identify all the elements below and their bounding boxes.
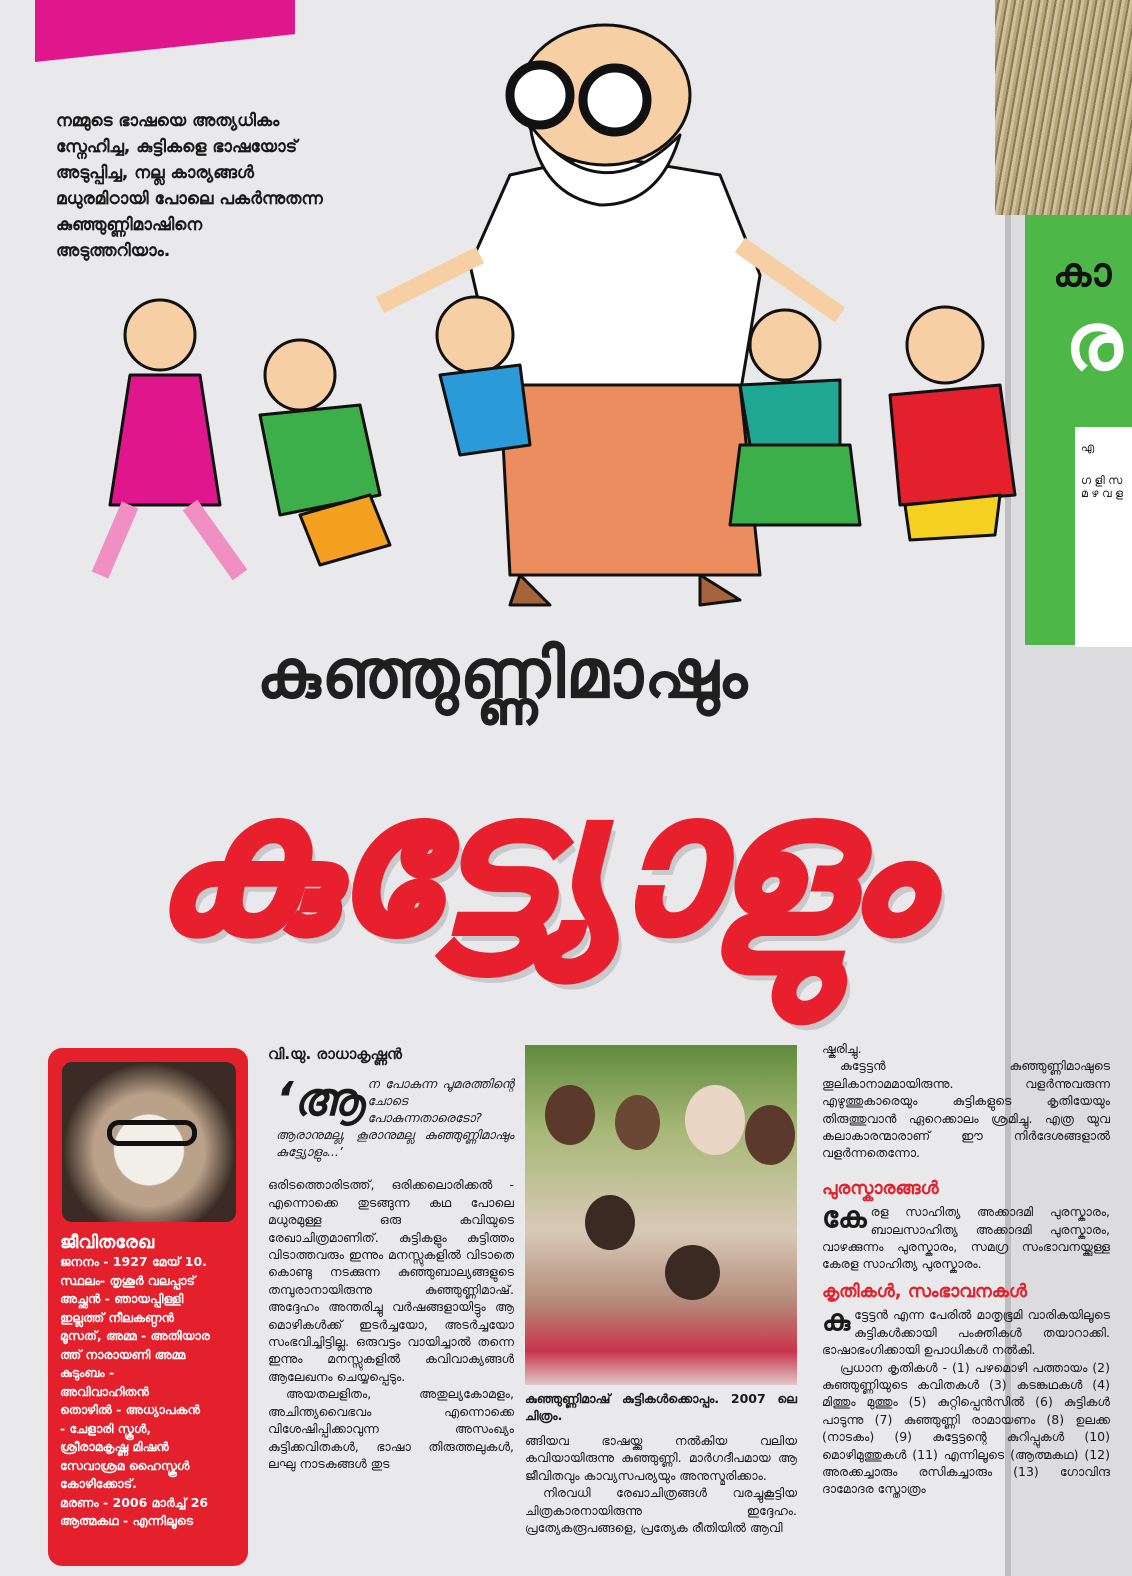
article-column-3 <box>822 1040 1110 1498</box>
photo-caption: കുഞ്ഞുണ്ണിമാഷ് കുട്ടികൾക്കൊപ്പം. 2007 ലെ ചിത്രം. <box>525 1391 797 1423</box>
headline-top: കുഞ്ഞുണ്ണിമാഷും <box>256 635 749 714</box>
works-text: ട്ടേട്ടൻ എന്ന പേരിൽ മാതൃഭൂമി വാരികയിലൂടെ കുട്ടികൾക്കായി പംക്തികൾ തയാറാക്കി. ഭാഷാഭംഗിക്കായി ഉപാധികൾ നൽകി. <box>822 1307 1110 1358</box>
awards-heading: പുരസ്കാരങ്ങൾ <box>822 1177 939 1199</box>
paragraph: ഷ്കരിച്ചു. <box>822 1041 862 1056</box>
quote-drop-cap: ‘ആ <box>276 1072 364 1127</box>
bio-lines: ജനനം - 1927 മേയ് 10. സ്ഥലം- തൃശൂർ വലപ്പാട് അച്ഛൻ - ഞായപ്പിള്ളി ഇല്ലത്ത് നീലകണ്ഠൻ മൂസത്, അമ്മ - അതിയാര ത്ത് നാരായണി അമ്മ കുടുംബം - അവിവാഹിതൻ തൊഴിൽ - അധ്യാപകൻ - ചേളാരി സ്കൂൾ, ശ്രീരാമകൃഷ്ണ മിഷൻ സേവാശ്രമ ഹൈസ്കൂൾ കോഴിക്കോട്. മരണം - 2006 മാർച്ച് 26 ആത്മകഥ - എന്നിലൂടെ <box>60 1254 210 1528</box>
intro-text: നമ്മുടെ ഭാഷയെ അത്യധികം സ്നേഹിച്ച, കുട്ടികളെ ഭാഷയോട് അടുപ്പിച്ച, നല്ല കാര്യങ്ങൾ മധുരമിഠായി പോലെ പകർന്നുതന്ന കുഞ്ഞുണ്ണിമാഷിനെ അടുത്തറിയാം. <box>56 111 323 261</box>
awards-drop-cap: കേ <box>822 1200 867 1236</box>
adjacent-kicker: എ <box>1081 441 1095 454</box>
paragraph: കുട്ടേട്ടൻ കുഞ്ഞുണ്ണിമാഷുടെ തൂലികാനാമമായിരുന്നു. വളർന്നുവരുന്ന എഴുത്തുകാരെയും കുട്ടികളുടെ കൃതിയേയും തിരുത്തുവാൻ ഏറെക്കാലം ശ്രമിച്ചു. എത്ര യുവ കലാകാരന്മാരാണ് ഈ നിർദേശങ്ങളാൽ വളർന്നതെന്നോ. <box>822 1058 1110 1161</box>
byline: വി.യു. രാധാകൃഷ്ണൻ <box>268 1045 402 1063</box>
awards-text: രള സാഹിത്യ അക്കാദമി പുരസ്കാരം, ബാലസാഹിത്യ അക്കാദമി പുരസ്കാരം, വാഴക്കുന്നം പുരസ്കാരം, സമഗ്ര സംഭാവനയ്ക്കുള്ള കേരള സാഹിത്യ പുരസ്കാരം. <box>822 1204 1110 1272</box>
adjacent-big-letter: ര <box>1065 295 1123 388</box>
works-list: പ്രധാന കൃതികൾ - (1) പഴമൊഴി പത്തായം (2) കുഞ്ഞുണ്ണിയുടെ കവിതകൾ (3) കടങ്കഥകൾ (4) മിത്തും മുത്തും (5) കുറ്റിപ്പെൻസിൽ (6) കുട്ടികൾ പാടുന്നു (7) കുഞ്ഞുണ്ണി രാമായണം (8) ഉലക്ക (നാടകം) (9) കുട്ടേട്ടന്റെ കുറിപ്പുകൾ (10) മൊഴിമുത്തുകൾ (11) എന്നിലൂടെ (ആത്മകഥ) (12) അരക്കച്ചാരും രസികച്ചാരും (13) ഗോവിന്ദ ദാമോദര സ്തോത്രം <box>822 1359 1110 1497</box>
quote-text: ന പോകുന്ന പൂമരത്തിന്റെ ചോടെ പോകുന്നതാരെടോ? ആരാനുമല്ല, കൂരാനുമല്ല കുഞ്ഞുണ്ണിമാഷും കുട്ട്യോളും...’ <box>276 1076 514 1160</box>
article-photo <box>525 1045 797 1385</box>
article-column-2 <box>525 1390 797 1536</box>
adjacent-body: ഗ ളി സ മ ഴ വ ള <box>1081 474 1123 500</box>
works-drop-cap: കു <box>822 1303 851 1339</box>
paragraph: ങ്ങിയവ ഭാഷയ്ക്കു നൽകിയ വലിയ കവിയായിരുന്നു കുഞ്ഞുണ്ണി. മാർഗദീപമായ ആ ജീവിതവും കാവ്യസപര്യയും അനുസ്മരിക്കാം. <box>525 1433 797 1483</box>
paragraph: അയതലളിതം, അതുല്യകോമളം, അചിന്ത്യവൈഭവം എന്നൊക്കെ വിശേഷിപ്പിക്കാവുന്ന അസംഖ്യം കുട്ടിക്കവിതകൾ, ഭാഷാ തിരുത്തലുകൾ, ലഘു നാടകങ്ങൾ തുട <box>268 1386 514 1471</box>
paragraph: ഒരിടത്തൊരിടത്ത്, ഒരിക്കലൊരിക്കൽ - എന്നൊക്കെ തുടങ്ങുന്ന കഥ പോലെ മധുരമുള്ള ഒരു കവിയുടെ രേഖാചിത്രമാണിത്. കുട്ടികളും കുട്ടിത്തം വിടാത്തവരും ഇന്നും മനസ്സുകളിൽ വിടാതെ കൊണ്ടു നടക്കുന്ന കുഞ്ഞുബാല്യങ്ങളുടെ തമ്പുരാനായിരുന്നു കുഞ്ഞുണ്ണിമാഷ്. അദ്ദേഹം അന്തരിച്ചു വർഷങ്ങളായിട്ടും ആ മൊഴികൾക്ക് ഇടർച്ചയോ, അടർച്ചയോ സംഭവിച്ചിട്ടില്ല. ഒരുവട്ടം വായിച്ചാൽ തന്നെ ഇന്നും മനസ്സുകളിൽ കവിവാക്യങ്ങൾ ആലേഖനം ചെയ്യപ്പെടും. <box>268 1177 514 1384</box>
adjacent-title: കാ <box>1053 250 1112 296</box>
portrait-photo <box>62 1062 236 1222</box>
bio-box <box>48 1048 248 1566</box>
adjacent-text-box <box>1075 427 1132 647</box>
glasses-shape <box>107 1120 197 1146</box>
works-heading: കൃതികൾ, സംഭാവനകൾ <box>822 1280 1027 1302</box>
adjacent-page-panel <box>1025 215 1132 645</box>
article-column-1 <box>268 1046 514 1472</box>
headline-main: കുട്ട്യോളും <box>152 754 928 975</box>
opening-quote <box>268 1072 514 1160</box>
bio-title: ജീവിതരേഖ <box>60 1232 155 1253</box>
paragraph: നിരവധി രേഖാചിത്രങ്ങൾ വരച്ചുകൂട്ടിയ ചിത്രകാരനായിരുന്നു ഇദ്ദേഹം. പ്രത്യേകരൂപങ്ങളെ, പ്രത്യേക രീതിയിൽ ആവി <box>525 1485 797 1536</box>
